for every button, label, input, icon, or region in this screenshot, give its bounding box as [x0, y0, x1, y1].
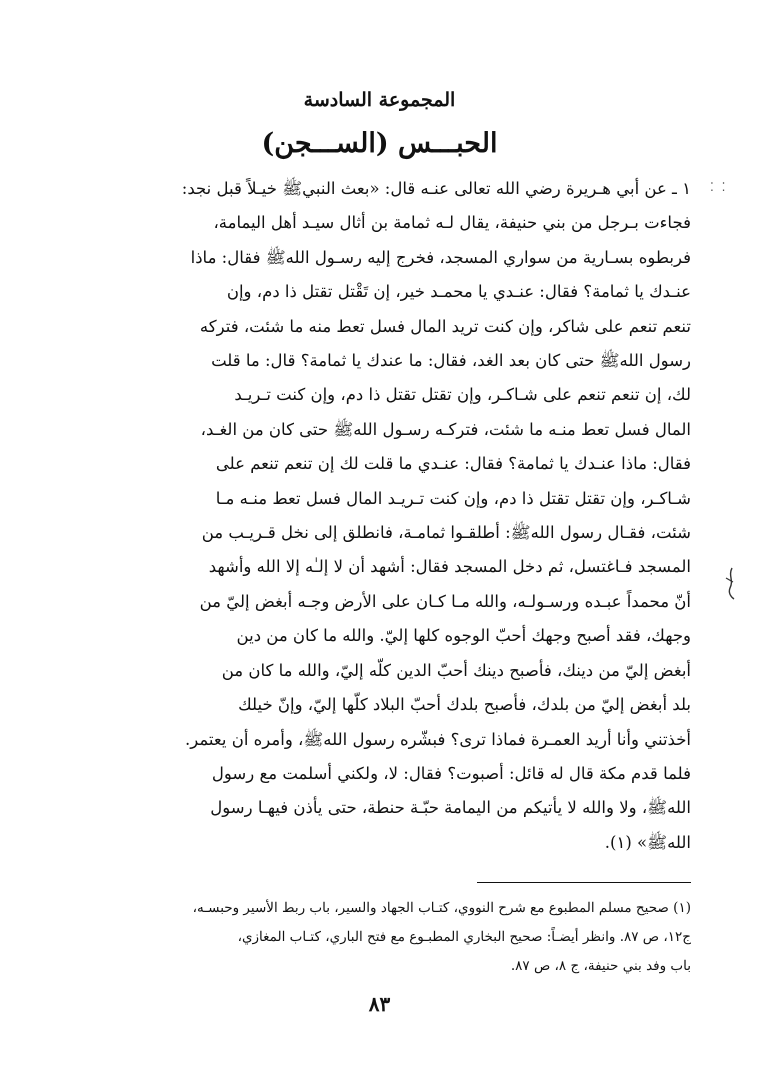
footnote-divider	[477, 882, 691, 883]
margin-annotation-mark	[722, 566, 740, 600]
text-line: لك، إن تنعم تنعم على شـاكـر، وإن تقتل تقتل ذا دم، وإن كنت تـريـد	[234, 385, 691, 405]
text-line: المسجد فـاغتسل، ثم دخل المسجد فقال: أشهد أن لا إلـٰه إلا الله وأشهد	[208, 557, 691, 577]
text-line: اللهﷺ، ولا والله لا يأتيكم من اليمامة حبّـة حنطة، حتى يأذن فيهـا رسول	[210, 798, 691, 818]
text-line: اللهﷺ» (١).	[604, 832, 691, 852]
text-line: تنعم تنعم على شاكر، وإن كنت تريد المال فسل تعط منه ما شئت، فتركه	[199, 316, 691, 336]
text-line: أبغض إليّ من دينك، فأصبح دينك أحبّ الدين كلّه إليّ، والله ما كان من	[221, 660, 691, 680]
footnote-line: باب وفد بني حنيفة، ج ٨، ص ٨٧.	[510, 958, 691, 974]
text-line: عنـدك يا ثمامة؟ فقال: عنـدي يا محمـد خير، إن تَقْتل تقتل ذا دم، وإن	[226, 282, 691, 302]
text-line: ١ ـ عن أبي هـريرة رضي الله تعالى عنـه قال: «بعث النبيﷺ خيـلاً قبل نجد:	[181, 179, 691, 198]
hadith-text	[75, 172, 691, 860]
text-line: أخذتني وأنا أريد العمـرة فماذا ترى؟ فبشّره رسول اللهﷺ، وأمره أن يعتمر.	[185, 729, 691, 749]
section-title: المجموعة السادسة	[303, 89, 456, 111]
text-line: المال فسل تعط منـه ما شئت، فتركـه رسـول اللهﷺ حتى كان من الغـد،	[200, 419, 691, 439]
footnotes	[75, 894, 691, 981]
text-line: أنّ محمداً عبـده ورسـولـه، والله مـا كـان على الأرض وجـه أبغض إليّ من	[199, 591, 691, 611]
margin-dots: ⁚ ⁚	[710, 180, 728, 194]
text-line: وجهك، فقد أصبح وجهك أحبّ الوجوه كلها إليّ. والله ما كان من دين	[236, 626, 691, 646]
text-line: بلد أبغض إليّ من بلدك، فأصبح بلدك أحبّ البلاد كلّها إليّ، وإنّ خيلك	[238, 695, 691, 715]
text-line: شـاكـر، وإن تقتل تقتل ذا دم، وإن كنت تـريـد المال فسل تعط منـه مـا	[215, 488, 691, 508]
chapter-title: الحبـــس (الســـجن)	[261, 128, 498, 159]
text-line: شئت، فقـال رسول اللهﷺ: أطلقـوا ثمامـة، فانطلق إلى نخل قـريـب من	[201, 523, 691, 543]
text-line: فلما قدم مكة قال له قائل: أصبوت؟ فقال: لا، ولكني أسلمت مع رسول	[211, 763, 691, 783]
footnote-line: ج١٢، ص ٨٧. وانظر أيضـاً: صحيح البخاري المطبـوع مع فتح الباري، كتـاب المغازي،	[237, 929, 691, 945]
text-line: فربطوه بسـارية من سواري المسجد، فخرج إليه رسـول اللهﷺ فقال: ماذا	[190, 247, 691, 267]
text-line: رسول اللهﷺ حتى كان بعد الغد، فقال: ما عندك يا ثمامة؟ قال: ما قلت	[211, 351, 691, 371]
text-line: فقال: ماذا عنـدك يا ثمامة؟ فقال: عنـدي ما قلت لك إن تنعم تنعم على	[215, 454, 691, 474]
footnote-line: (١) صحيح مسلم المطبوع مع شرح النووي، كتـاب الجهاد والسير، باب ربط الأسير وحبسـه،	[192, 900, 691, 916]
page-number: ٨٣	[368, 992, 391, 1016]
text-line: فجاءت بـرجل من بني حنيفة، يقال لـه ثمامة بن أثال سيـد أهل اليمامة،	[213, 213, 691, 233]
